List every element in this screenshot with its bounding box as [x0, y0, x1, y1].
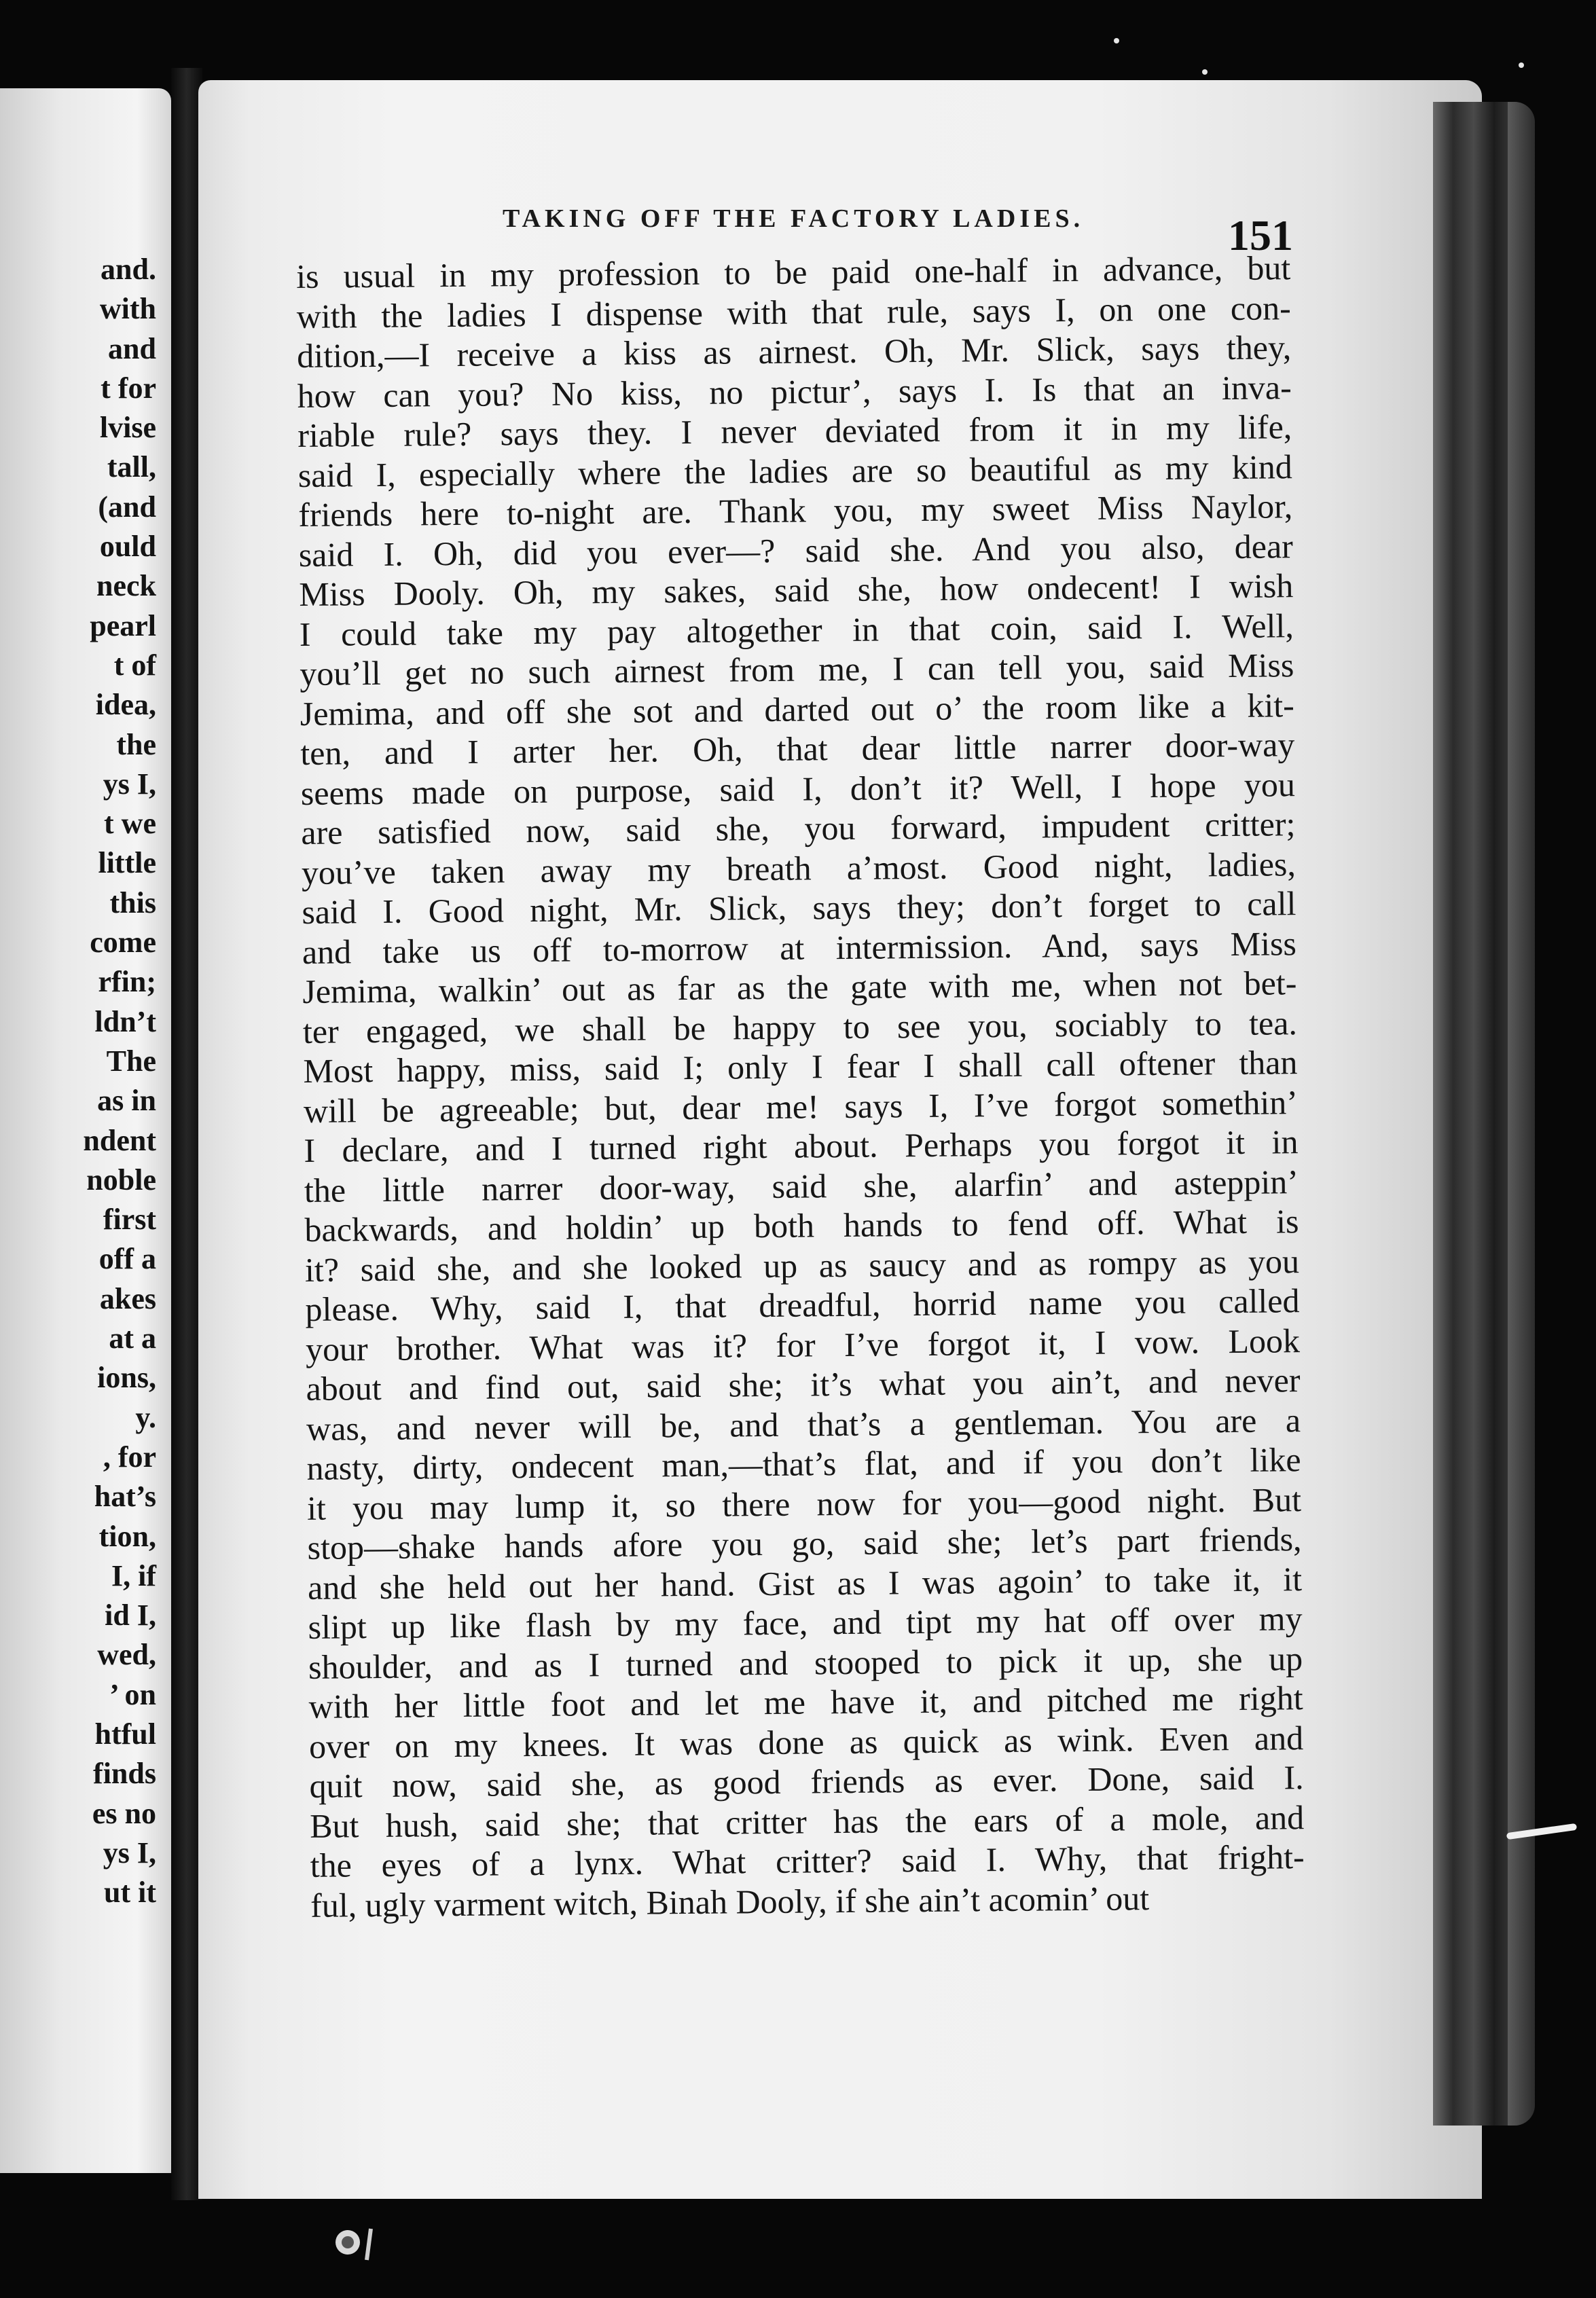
left-page-line: ys I, — [103, 1836, 156, 1870]
text-line: ful, ugly varment witch, Binah Dooly, if she ain’t acomin’ out — [310, 1878, 1150, 1925]
text-line: I could take my pay altogether in that coin, said I. Well, — [299, 606, 1294, 653]
left-page-line: as in — [97, 1084, 156, 1118]
text-line: please. Why, said I, that dreadful, horrid name you called — [305, 1281, 1300, 1328]
text-line: it? said she, and she looked up as saucy and as rompy as you — [304, 1241, 1300, 1289]
left-page-line: id I, — [105, 1599, 156, 1633]
text-line: Jemima, walkin’ out as far as the gate with me, when not bet- — [302, 964, 1297, 1010]
page-number: 151 — [1228, 211, 1293, 259]
left-page-line: ldn’t — [94, 1004, 156, 1038]
left-page-line: ’ on — [109, 1677, 156, 1711]
left-page-line: ys I, — [103, 767, 156, 801]
text-line: and take us off to-morrow at intermission. And, says Miss — [302, 924, 1297, 971]
left-page-line: akes — [99, 1281, 156, 1315]
text-line: over on my knees. It was done as quick as wink. Even and — [308, 1718, 1304, 1766]
dust-speck — [1114, 38, 1119, 43]
text-line: said I, especially where the ladies are so beautiful as my kind — [297, 447, 1292, 494]
left-page-line: pearl — [90, 608, 156, 642]
left-page-line: the — [116, 727, 156, 761]
text-line: is usual in my profession to be paid one-half in advance, but — [296, 249, 1291, 295]
text-line: slipt up like flash by my face, and tipt my hat off over my — [308, 1599, 1303, 1646]
text-line: with her little foot and let me have it, and pitched me right — [308, 1679, 1303, 1726]
left-page-line: come — [90, 926, 156, 960]
text-line: seems made on purpose, said I, don’t it? Well, I hope you — [300, 765, 1296, 812]
text-line: you’ll get no such airnest from me, I can tell you, said Miss — [300, 646, 1294, 693]
left-page-line: at a — [109, 1321, 156, 1355]
left-page-line: rfin; — [98, 965, 156, 999]
left-page-line: ut it — [104, 1876, 156, 1910]
left-page-line: first — [103, 1203, 156, 1237]
left-page-line: idea, — [95, 688, 156, 722]
left-page-line: off a — [98, 1242, 156, 1276]
left-page-line: I, if — [111, 1558, 156, 1592]
left-page-line: finds — [93, 1757, 156, 1791]
left-page-line: lvise — [99, 411, 156, 445]
text-line: riable rule? says they. I never deviated from it in my life, — [297, 407, 1292, 454]
left-page-line: The — [106, 1044, 156, 1078]
left-page-line: and. — [101, 253, 156, 286]
left-page-line: ions, — [97, 1361, 156, 1395]
text-line: quit now, said she, as good friends as ever. Done, said I. — [309, 1758, 1304, 1805]
left-page-line: tall, — [107, 450, 156, 484]
text-line: friends here to-night are. Thank you, my sweet Miss Naylor, — [298, 487, 1293, 534]
text-line: shoulder, and as I turned and stooped to pick it up, she up — [308, 1639, 1303, 1686]
left-page-fragment — [0, 88, 171, 2173]
left-page-line: this — [109, 886, 156, 919]
text-line: ten, and I arter her. Oh, that dear little narrer door-way — [300, 725, 1295, 772]
text-line: said I. Good night, Mr. Slick, says they; don’t forget to call — [302, 884, 1296, 931]
text-line: said I. Oh, did you ever—? said she. And you also, dear — [298, 526, 1294, 574]
bottom-smudge-mark — [331, 2219, 386, 2275]
left-page-line: noble — [86, 1163, 156, 1197]
text-line: your brother. What was it? for I’ve forgot it, I vow. Look — [305, 1321, 1301, 1368]
text-line: I declare, and I turned right about. Perhaps you forgot it in — [304, 1123, 1299, 1169]
text-line: will be agreeable; but, dear me! says I, I’ve forgot somethin’ — [303, 1082, 1299, 1130]
text-line: was, and never will be, and that’s a gentleman. You are a — [306, 1400, 1301, 1448]
left-page-line: ould — [99, 530, 156, 564]
left-page-line: ndent — [83, 1123, 156, 1157]
text-line: dition,—I receive a kiss as airnest. Oh, Mr. Slick, says they, — [297, 328, 1292, 375]
left-page-line: es no — [92, 1796, 156, 1830]
left-page-line: neck — [96, 569, 156, 603]
text-line: the little narrer door-way, said she, alarfin’ and asteppin’ — [304, 1162, 1299, 1209]
dust-speck — [1202, 69, 1208, 75]
text-line: Jemima, and off she sot and darted out o’ the room like a kit- — [300, 685, 1295, 733]
left-page-line: tion, — [98, 1519, 156, 1553]
text-line: nasty, dirty, ondecent man,—that’s flat, and if you don’t like — [306, 1440, 1301, 1487]
left-page-line: little — [98, 846, 156, 880]
text-line: with the ladies I dispense with that rule, says I, on one con- — [296, 288, 1291, 335]
page-edge-stack — [1433, 102, 1535, 2126]
text-line: you’ve taken away my breath a’most. Good night, ladies, — [301, 844, 1296, 892]
left-page-line: , for — [103, 1440, 156, 1474]
text-line: Miss Dooly. Oh, my sakes, said she, how ondecent! I wish — [299, 566, 1294, 613]
left-page-line: htful — [94, 1717, 156, 1751]
left-page-line: t for — [101, 371, 156, 405]
text-line: stop—shake hands afore you go, said she; let’s part friends, — [307, 1520, 1302, 1567]
text-line: how can you? No kiss, no pictur’, says I. Is that an inva- — [297, 367, 1292, 415]
left-page-line: y. — [135, 1400, 156, 1434]
left-page-line: t we — [104, 807, 156, 841]
left-page-line: with — [99, 292, 156, 326]
text-line: it you may lump it, so there now for you—good night. But — [306, 1480, 1302, 1527]
body-text — [296, 248, 1305, 1925]
text-line: backwards, and holdin’ up both hands to fend off. What is — [304, 1202, 1299, 1249]
left-page-line: hat’s — [94, 1480, 156, 1514]
left-page-line: (and — [98, 490, 156, 524]
text-line: ter engaged, we shall be happy to see you, sociably to tea. — [302, 1003, 1298, 1051]
text-line: Most happy, miss, said I; only I fear I shall call oftener than — [303, 1043, 1298, 1090]
left-page-line: wed, — [97, 1638, 156, 1672]
text-line: are satisfied now, said she, you forward, impudent critter; — [301, 805, 1296, 852]
text-line: about and find out, said she; it’s what you ain’t, and never — [306, 1361, 1301, 1408]
text-line: and she held out her hand. Gist as I was agoin’ to take it, it — [307, 1559, 1303, 1607]
text-line: the eyes of a lynx. What critter? said I. Why, that fright- — [310, 1838, 1305, 1884]
left-page-line: t of — [113, 648, 156, 682]
dust-speck — [1519, 62, 1524, 68]
left-page-text — [0, 250, 156, 1912]
running-head: TAKING OFF THE FACTORY LADIES. — [503, 204, 1085, 233]
text-line: But hush, said she; that critter has the ears of a mole, and — [309, 1798, 1305, 1845]
left-page-line: and — [108, 331, 156, 365]
